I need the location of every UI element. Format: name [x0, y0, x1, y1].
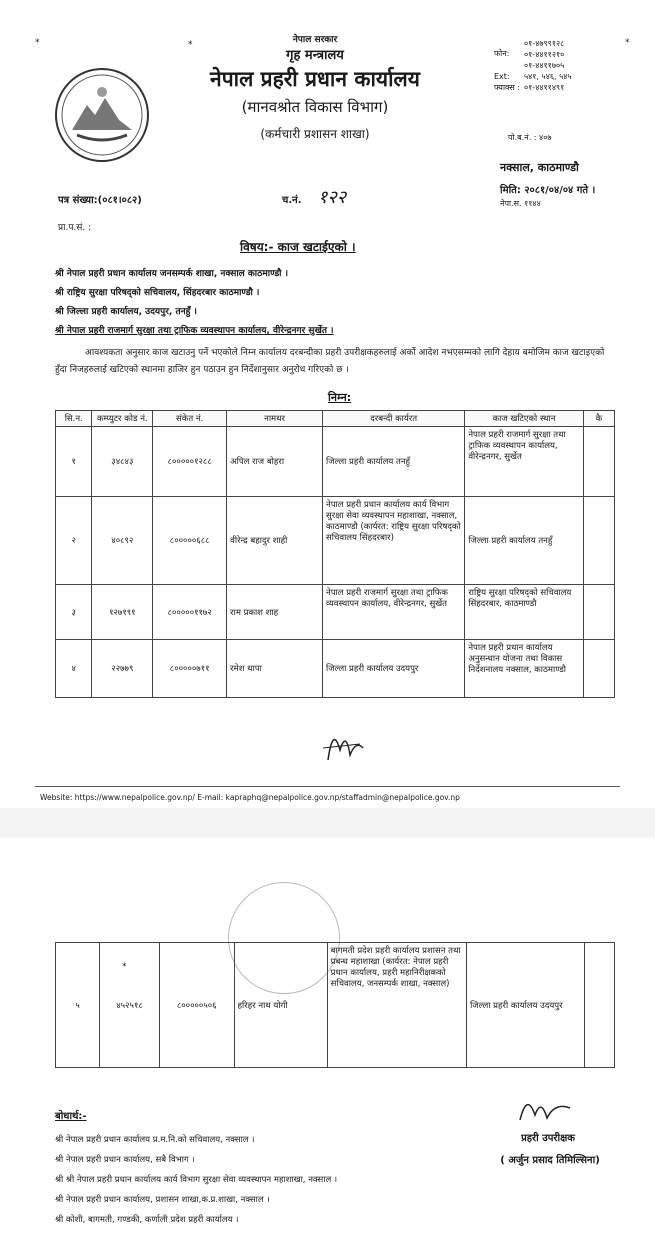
- recipient-line: श्री नेपाल प्रहरी राजमार्ग सुरक्षा तथा ट्राफिक व्यवस्थापन कार्यालय, वीरेन्द्रनगर सुर्खेत ।: [55, 326, 334, 336]
- table-row: [56, 427, 615, 497]
- cell-code: १२७१९१: [92, 585, 153, 640]
- cell-darbandi: जिल्ला प्रहरी कार्यालय उदयपुर: [323, 640, 465, 698]
- cell-name: हरिहर नाथ योगी: [234, 943, 327, 1068]
- cell-code: ३४८४३: [92, 427, 153, 497]
- cell-darbandi: नेपाल प्रहरी प्रधान कार्यालय कार्य विभाग सुरक्षा सेवा व्यवस्थापन महाशाखा, नक्साल, काठमाण्डौ (कार्यरत: राष्ट्रिय सुरक्षा परिषद्को सचिवालय सिंहदरबार): [323, 497, 465, 585]
- chalani-label: च.नं.: [282, 195, 302, 206]
- cell-sn: २: [56, 497, 92, 585]
- cell-code: ४५२५१८: [100, 943, 160, 1068]
- corner-mark-left: *: [35, 38, 40, 48]
- cell-sn: ३: [56, 585, 92, 640]
- officer-signature: [515, 1090, 575, 1130]
- signature-mark: [318, 720, 368, 770]
- recipient-line: श्री जिल्ला प्रहरी कार्यालय, उदयपुर, तनहुँ ।: [55, 307, 197, 317]
- cell-remark: [583, 585, 614, 640]
- phone-value: ०१-४४११२१०: [523, 50, 565, 59]
- cell-name: रमेश थापा: [227, 640, 323, 698]
- fax-value: ०१-४४११४९१: [523, 83, 565, 92]
- assignment-table-continued: [55, 942, 615, 1068]
- cell-kaj: नेपाल प्रहरी प्रधान कार्यालय अनुसन्धान योजना तथा विकास निर्देशनालय नक्साल, काठमाण्डौ: [465, 640, 583, 698]
- col-header-sanket: संकेत नं.: [153, 411, 227, 427]
- letter-body: आवश्यकता अनुसार काज खटाउनु पर्ने भएकोले निम्न कार्यालय दरबन्दीका प्रहरी उपरीक्षकहरुलाई अर्को आदेश नभएसम्मको लागि देहाय बमोजिम काज खटाइएको हुँदा निजहरुलाई खटिएको स्थानमा हाजिर हुन पठाउन हुन निर्देशानुसार अनुरोध गरिएको छ ।: [55, 348, 605, 375]
- bodhartha-title: बोधार्थ:-: [55, 1111, 87, 1122]
- cell-name: वीरेन्द्र बहादुर शाही: [227, 497, 323, 585]
- col-header-darbandi: दरबन्दी कार्यरत: [323, 411, 465, 427]
- phone-value: ०१-४४११७०५: [523, 61, 565, 70]
- po-box: पो.ब.नं. : ४०७: [508, 133, 552, 142]
- cell-darbandi: बागमती प्रदेश प्रहरी कार्यालय प्रशासन तथा प्रबन्ध महाशाखा (कार्यरत: नेपाल प्रहरी प्रधान कार्यालय, प्रहरी महानिरीक्षकको सचिवालय, जनसम्पर्क शाखा, नक्साल): [327, 943, 467, 1068]
- cell-darbandi: नेपाल प्रहरी राजमार्ग सुरक्षा तथा ट्राफिक व्यवस्थापन कार्यालय, वीरेन्द्रनगर, सुर्खेत: [323, 585, 465, 640]
- cell-sanket: ८०००००६८८: [153, 497, 227, 585]
- page-gap: [0, 808, 655, 838]
- cell-sanket: ८०००००५०६: [159, 943, 234, 1068]
- table-title: निम्न:: [328, 391, 352, 404]
- table-row: [56, 943, 615, 1068]
- bodhartha-item: श्री नेपाल प्रहरी प्रधान कार्यालय, प्रशासन शाखा,क.प्र.शाखा, नक्साल ।: [55, 1195, 270, 1205]
- cell-kaj: नेपाल प्रहरी राजमार्ग सुरक्षा तथा ट्राफिक व्यवस्थापन कार्यालय, वीरेन्द्रनगर, सुर्खेत: [465, 427, 583, 497]
- section-name: (कर्मचारी प्रशासन शाखा): [260, 127, 370, 141]
- fax-label: फ्याक्स :: [494, 83, 520, 92]
- corner-mark-mid: *: [188, 40, 193, 50]
- table-row: [56, 640, 615, 698]
- govt-label: नेपाल सरकार: [292, 35, 338, 45]
- bodhartha-item: श्री नेपाल प्रहरी प्रधान कार्यालय, सबै विभाग ।: [55, 1155, 195, 1165]
- col-header-name: नामथर: [227, 411, 323, 427]
- col-header-remark: कै: [583, 411, 614, 427]
- cell-name: राम प्रकाश शाह: [227, 585, 323, 640]
- cell-darbandi: जिल्ला प्रहरी कार्यालय तनहुँ: [323, 427, 465, 497]
- footer-website: Website: https://www.nepalpolice.gov.np/ E-mail: kapraphq@nepalpolice.gov.np/staffadmin@nepalpolice.gov.np: [40, 793, 460, 802]
- table-row: [56, 497, 615, 585]
- cell-kaj: जिल्ला प्रहरी कार्यालय तनहुँ: [465, 497, 583, 585]
- cell-remark: [583, 497, 614, 585]
- signatory-name: ( अर्जुन प्रसाद तिमिल्सिना): [500, 1155, 600, 1166]
- cell-sanket: ८०००००७११: [153, 640, 227, 698]
- corner-mark-right: *: [625, 38, 630, 48]
- contact-block: [492, 38, 574, 93]
- subject-line: विषय:- काज खटाईएको ।: [240, 240, 356, 254]
- bodhartha-item: श्री श्री नेपाल प्रहरी प्रधान कार्यालय कार्य विभाग सुरक्षा सेवा व्यवस्थापन महाशाखा, नक्साल ।: [55, 1175, 338, 1185]
- department-name: (मानवश्रोत विकास विभाग): [241, 98, 389, 116]
- cell-remark: [584, 943, 614, 1068]
- assignment-table: [55, 410, 615, 698]
- nepal-sambat: नेपा.स. ११४४: [500, 199, 541, 208]
- prapasa: प्रा.प.सं. :: [58, 223, 92, 233]
- phone-label: फोन:: [494, 49, 510, 58]
- cell-sn: ५: [56, 943, 100, 1068]
- cell-remark: [583, 640, 614, 698]
- phone-value: ०१-४७९९१२८: [523, 39, 565, 48]
- signatory-title: प्रहरी उपरीक्षक: [521, 1133, 575, 1144]
- col-header-code: कम्प्युटर कोड नं.: [92, 411, 153, 427]
- cell-sn: ४: [56, 640, 92, 698]
- nepal-emblem-logo: [55, 68, 149, 162]
- bodhartha-item: श्री नेपाल प्रहरी प्रधान कार्यालय प्र.म.नि.को सचिवालय, नक्साल ।: [55, 1135, 255, 1145]
- cell-sanket: ८०००००१२८८: [153, 427, 227, 497]
- col-header-kaj: काज खटिएको स्थान: [465, 411, 583, 427]
- col-header-sn: सि.न.: [56, 411, 92, 427]
- cell-name: अपिल राज बोहरा: [227, 427, 323, 497]
- cell-kaj: राष्ट्रिय सुरक्षा परिषद्को सचिवालय सिंहदरबार, काठमाण्डौ: [465, 585, 583, 640]
- cell-sanket: ८०००००११७२: [153, 585, 227, 640]
- cell-code: ४०८९२: [92, 497, 153, 585]
- recipient-line: श्री नेपाल प्रहरी प्रधान कार्यालय जनसम्पर्क शाखा, नक्साल काठमाण्डौ ।: [55, 269, 289, 279]
- ext-label: Ext:: [494, 72, 510, 81]
- bodhartha-item: श्री कोशी, बागमती, गण्डकी, कर्णाली प्रदेश प्रहरी कार्यालय ।: [55, 1215, 239, 1225]
- corner-mark: *: [122, 962, 127, 972]
- ext-value: ५४१, ५४६, ५४५: [523, 72, 572, 81]
- location: नक्साल, काठमाण्डौ: [500, 161, 579, 174]
- cell-kaj: जिल्ला प्रहरी कार्यालय उदयपुर: [467, 943, 585, 1068]
- letter-date: मिति: २०८१/०४/०४ गते ।: [500, 185, 596, 196]
- office-name: नेपाल प्रहरी प्रधान कार्यालय: [210, 67, 420, 91]
- cell-remark: [583, 427, 614, 497]
- cell-code: २२७७९: [92, 640, 153, 698]
- recipient-line: श्री राष्ट्रिय सुरक्षा परिषद्को सचिवालय, सिंहदरबार काठमाण्डौ ।: [55, 288, 260, 298]
- ministry-name: गृह मन्त्रालय: [286, 48, 344, 63]
- table-row: [56, 585, 615, 640]
- cell-sn: १: [56, 427, 92, 497]
- chalani-number: १२२: [318, 187, 347, 208]
- page-two: [0, 840, 655, 1235]
- footer-rule: [35, 786, 620, 787]
- patra-sankhya: पत्र संख्या:(०८१।०८२): [58, 195, 142, 206]
- table-header-row: [56, 411, 615, 427]
